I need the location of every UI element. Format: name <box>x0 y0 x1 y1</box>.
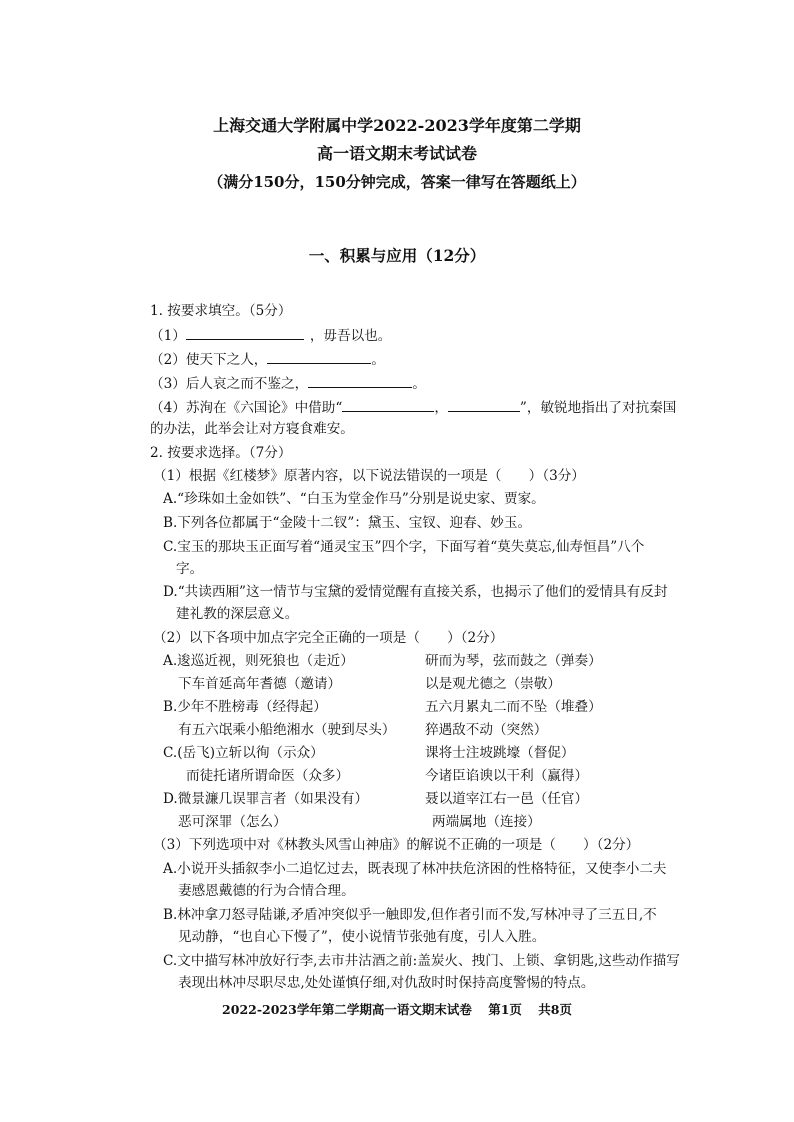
q2-3-option-b-cont: 见动静，“也自心下慢了”，使小说情节张弛有度，引人入胜。 <box>178 929 546 945</box>
footer-total-pages: 共8页 <box>538 1002 572 1017</box>
q2-1-option-b: B.下列各位都属于“金陵十二钗”：黛玉、宝钗、迎春、妙玉。 <box>163 515 532 531</box>
q2-stem: 2. 按要求选择。（7分） <box>150 445 292 461</box>
q2-1-option-c-cont: 字。 <box>176 561 204 577</box>
q1-item-1 <box>150 325 391 346</box>
q2-2-row-b2-right: 猝遇敌不动（突然） <box>425 722 548 738</box>
q2-3-option-c: C.文中描写林冲放好行李,去市井沽酒之前:盖炭火、拽门、上锁、拿钥匙,这些动作描写 <box>163 953 680 969</box>
q1-item-2 <box>150 349 385 370</box>
q1-item-4-post: ”，敏锐地指出了对抗秦国 <box>519 400 677 416</box>
q2-2-row-d1-left: D.微景濂几误罪言者（如果没有） <box>163 791 369 807</box>
q1-item-1-post: ，毋吾以也。 <box>309 328 392 344</box>
q1-item-3 <box>150 373 426 394</box>
q2-1-option-d: D.“共读西厢”这一情节与宝黛的爱情觉醒有直接关系，也揭示了他们的爱情具有反封 <box>163 584 668 600</box>
q2-2-row-d1-right: 聂以道宰江右一邑（任官） <box>425 791 589 807</box>
q2-2-row-a2-left: 下车首延高年耆德（邀请） <box>178 676 342 692</box>
footer-page-number: 第1页 <box>488 1002 522 1017</box>
q2-2-row-c2-left: 而徒托诸所谓命医（众多） <box>186 768 350 784</box>
q2-1-stem: （1）根据《红楼梦》原著内容，以下说法错误的一项是（ ）（3分） <box>153 468 585 484</box>
exam-title: 上海交通大学附属中学2022-2023学年度第二学期 <box>213 116 581 135</box>
q1-item-4-line2: 的办法，此举会让对方寝食难安。 <box>150 421 354 437</box>
answer-blank <box>448 397 520 412</box>
answer-blank <box>308 373 412 388</box>
answer-blank <box>342 397 434 412</box>
q2-3-option-a: A.小说开头插叙李小二追忆过去，既表现了林冲扶危济困的性格特征，又使李小二夫 <box>163 861 667 877</box>
q2-2-row-a1-left: A.逡巡近视，则死狼也（走近） <box>163 653 354 669</box>
q1-item-2-post: 。 <box>371 352 385 368</box>
answer-blank <box>267 349 371 364</box>
q2-3-stem: （3）下列选项中对《林教头风雪山神庙》的解说不正确的一项是（ ）（2分） <box>153 837 640 853</box>
q2-2-row-d2-right: 两端属地（连接） <box>432 814 541 830</box>
q2-2-row-c1-left: C.(岳飞)立斩以徇（示众） <box>163 745 324 761</box>
q2-2-row-d2-left: 恶可深罪（怎么） <box>178 814 287 830</box>
q1-item-3-post: 。 <box>412 376 426 392</box>
section-heading: 一、积累与应用（12分） <box>308 246 486 265</box>
q1-item-4-pre: （4）苏洵在《六国论》中借助“ <box>150 400 343 416</box>
q1-item-3-pre: （3）后人哀之而不鉴之， <box>150 376 309 392</box>
q2-1-option-d-cont: 建礼教的深层意义。 <box>176 606 299 622</box>
q2-3-option-a-cont: 妻感恩戴德的行为合情合理。 <box>178 883 355 899</box>
q2-2-row-a1-right: 研而为琴，弦而鼓之（弹奏） <box>425 653 602 669</box>
q1-item-4-mid: ， <box>434 400 448 416</box>
q2-2-row-a2-right: 以是观尤德之（崇敬） <box>425 676 561 692</box>
footer-exam-name: 2022-2023学年第二学期高一语文期末试卷 <box>222 1002 472 1017</box>
q2-2-stem: （2）以下各项中加点字完全正确的一项是（ ）（2分） <box>153 630 504 646</box>
q2-3-option-c-cont: 表现出林冲尽职尽忠,处处谨慎仔细,对仇敌时时保持高度警惕的特点。 <box>178 975 595 991</box>
page-footer <box>0 1000 794 1018</box>
q2-1-option-c: C.宝玉的那块玉正面写着“通灵宝玉”四个字，下面写着“莫失莫忘,仙寿恒昌”八个 <box>163 539 645 555</box>
header <box>0 112 794 196</box>
exam-subtitle: 高一语文期末考试试卷 <box>316 144 477 163</box>
q1-stem: 1. 按要求填空。（5分） <box>150 303 292 319</box>
q1-item-4 <box>150 397 676 418</box>
q2-3-option-b: B.林冲拿刀怒寻陆谦,矛盾冲突似乎一触即发,但作者引而不发,写林冲寻了三五日,不 <box>163 907 657 923</box>
q2-2-row-b1-left: B.少年不胜榜毒（经得起） <box>163 699 327 715</box>
q1-item-2-pre: （2）使天下之人， <box>150 352 268 368</box>
q2-2-row-b1-right: 五六月累丸二而不坠（堆叠） <box>425 699 602 715</box>
q2-1-option-a: A.“珍珠如土金如铁”、“白玉为堂金作马”分别是说史家、贾家。 <box>163 491 545 507</box>
q2-2-row-c2-right: 今诸臣谄谀以干利（赢得） <box>425 768 589 784</box>
exam-note: （满分150分，150分钟完成，答案一律写在答题纸上） <box>208 173 586 191</box>
q2-2-row-b2-left: 有五六氓乘小船绝湘水（驶到尽头） <box>178 722 396 738</box>
q1-item-1-pre: （1） <box>150 328 186 344</box>
q2-2-row-c1-right: 课将士注坡跳壕（督促） <box>425 745 575 761</box>
answer-blank <box>186 325 304 340</box>
